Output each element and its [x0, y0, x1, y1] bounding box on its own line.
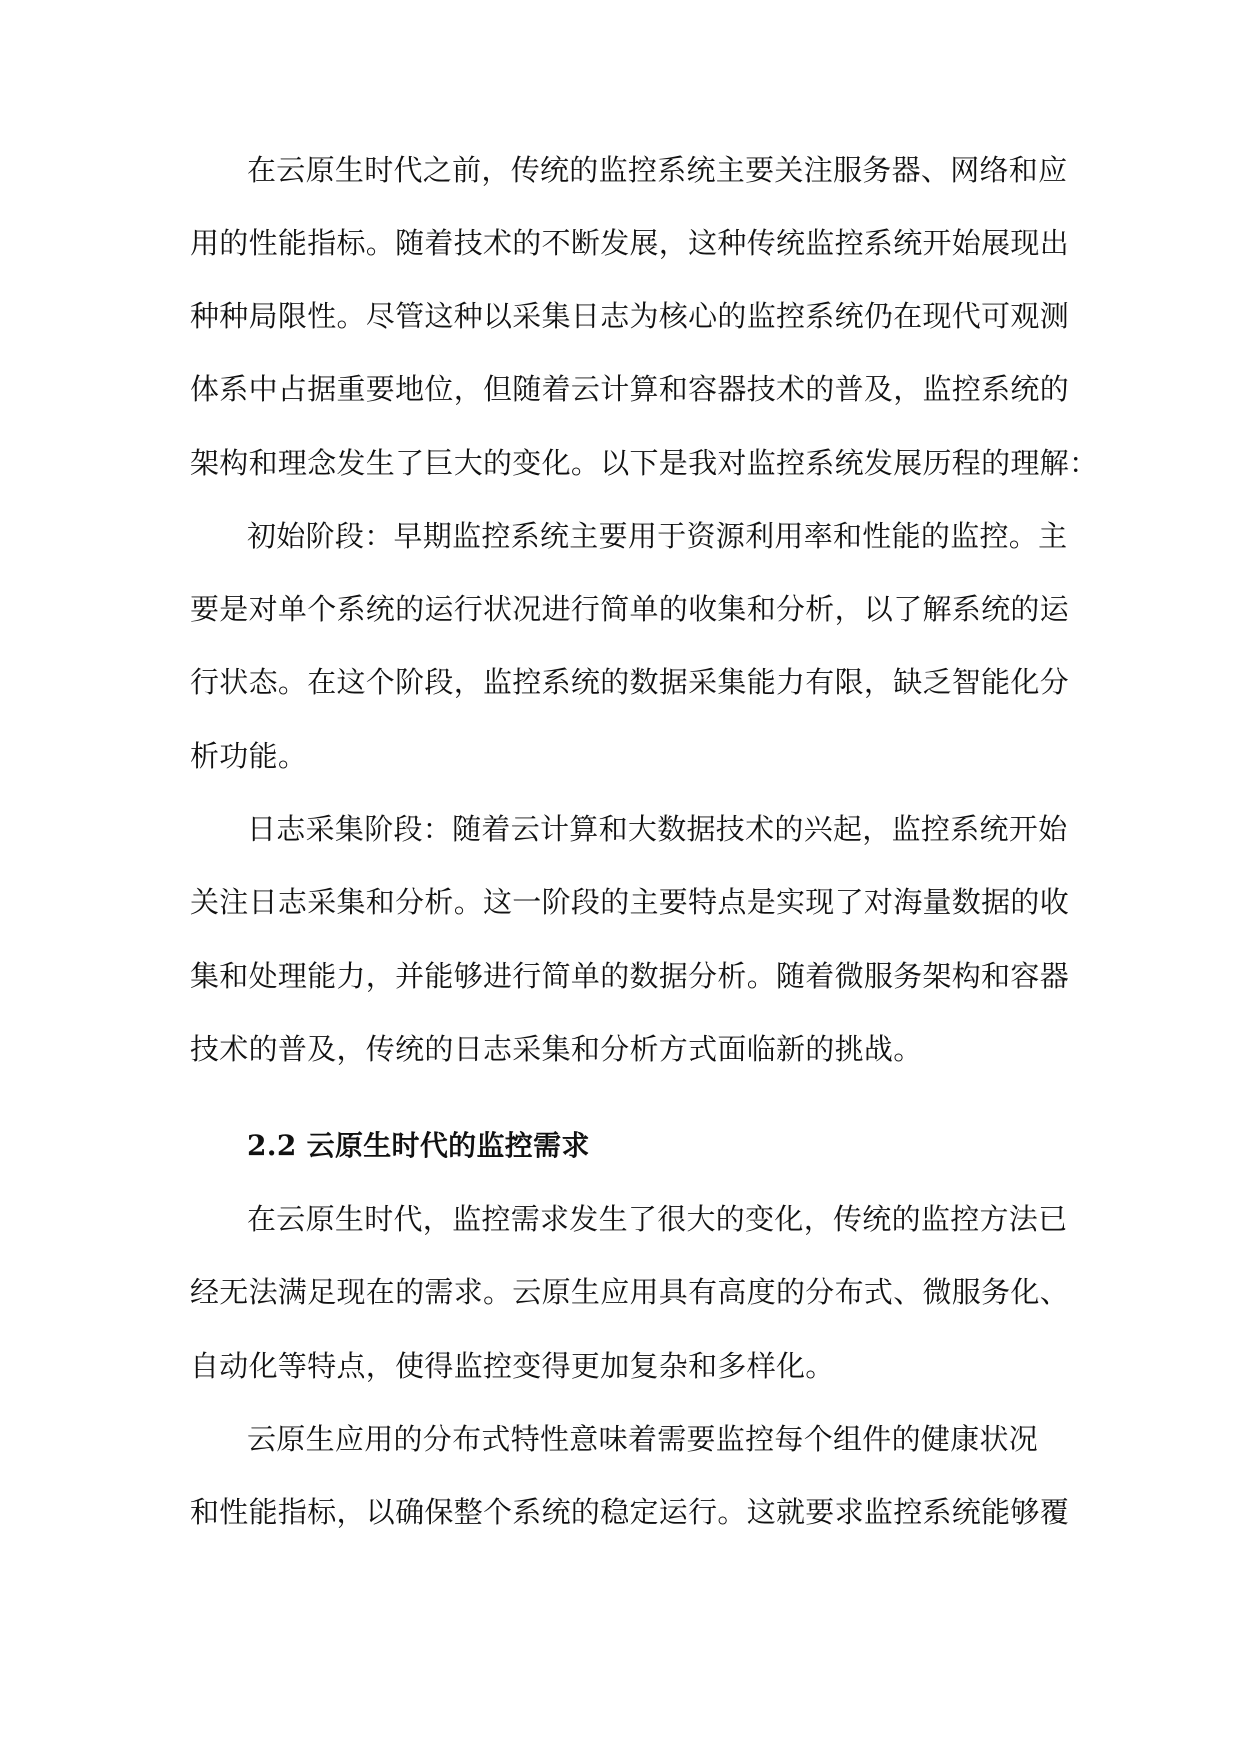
paragraph-line: 体系中占据重要地位，但随着云计算和容器技术的普及，监控系统的: [190, 372, 1070, 406]
paragraph-line: 种种局限性。尽管这种以采集日志为核心的监控系统仍在现代可观测: [190, 299, 1070, 333]
paragraph-line: 行状态。在这个阶段，监控系统的数据采集能力有限，缺乏智能化分: [190, 665, 1070, 699]
paragraph-line: 在云原生时代之前，传统的监控系统主要关注服务器、网络和应: [247, 153, 1068, 187]
paragraph-line: 经无法满足现在的需求。云原生应用具有高度的分布式、微服务化、: [190, 1275, 1070, 1309]
paragraph-line: 云原生应用的分布式特性意味着需要监控每个组件的健康状况: [247, 1422, 1039, 1456]
paragraph-line: 架构和理念发生了巨大的变化。以下是我对监控系统发展历程的理解：: [190, 446, 1099, 480]
paragraph-line: 关注日志采集和分析。这一阶段的主要特点是实现了对海量数据的收: [190, 885, 1070, 919]
section-heading: 2.2 云原生时代的监控需求: [247, 1129, 590, 1162]
paragraph-line: 日志采集阶段：随着云计算和大数据技术的兴起，监控系统开始: [247, 812, 1068, 846]
paragraph-line: 初始阶段：早期监控系统主要用于资源利用率和性能的监控。主: [247, 519, 1068, 553]
paragraph-line: 析功能。: [190, 739, 308, 773]
paragraph-line: 在云原生时代，监控需求发生了很大的变化，传统的监控方法已: [247, 1202, 1068, 1236]
paragraph-line: 集和处理能力，并能够进行简单的数据分析。随着微服务架构和容器: [190, 959, 1070, 993]
paragraph-line: 要是对单个系统的运行状况进行简单的收集和分析，以了解系统的运: [190, 592, 1070, 626]
paragraph-line: 技术的普及，传统的日志采集和分析方式面临新的挑战。: [190, 1032, 923, 1066]
paragraph-line: 自动化等特点，使得监控变得更加复杂和多样化。: [190, 1349, 835, 1383]
paragraph-line: 和性能指标，以确保整个系统的稳定运行。这就要求监控系统能够覆: [190, 1495, 1070, 1529]
paragraph-line: 用的性能指标。随着技术的不断发展，这种传统监控系统开始展现出: [190, 226, 1070, 260]
